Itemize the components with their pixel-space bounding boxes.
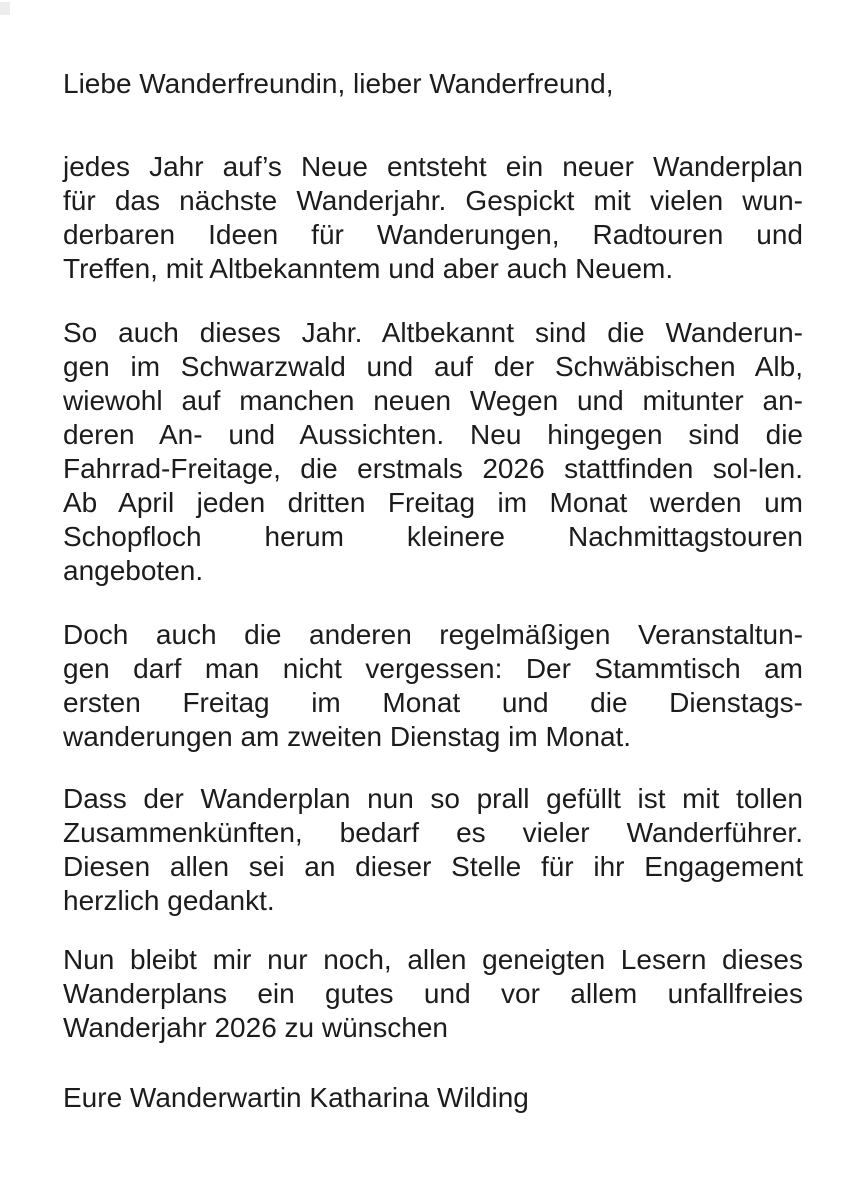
text-line: gen darf man nicht vergessen: Der Stammtisch am: [63, 653, 803, 684]
paragraph: [63, 1081, 803, 1115]
paragraph: [63, 782, 803, 918]
text-line: Dass der Wanderplan nun so prall gefüllt ist mit tollen: [63, 783, 803, 814]
text-line: herzlich gedankt.: [63, 885, 275, 916]
text-line: Eure Wanderwartin Katharina Wilding: [63, 1082, 529, 1113]
paragraph: [63, 316, 803, 588]
greeting-line: Liebe Wanderfreundin, lieber Wanderfreund,: [63, 68, 614, 99]
text-line: Diesen allen sei an dieser Stelle für ihr Engagement: [63, 851, 803, 882]
text-line: derbaren Ideen für Wanderungen, Radtouren und: [63, 219, 803, 250]
text-line: wiewohl auf manchen neuen Wegen und mitunter an-: [63, 385, 803, 416]
text-line: ersten Freitag im Monat und die Dienstags-: [63, 687, 803, 718]
paragraph: [63, 943, 803, 1045]
text-line: Nun bleibt mir nur noch, allen geneigten Lesern dieses: [63, 944, 803, 975]
text-line: Ab April jeden dritten Freitag im Monat werden um: [63, 487, 803, 518]
text-line: gen im Schwarzwald und auf der Schwäbischen Alb,: [63, 351, 803, 382]
text-line: für das nächste Wanderjahr. Gespickt mit vielen wun-: [63, 185, 803, 216]
text-line: Treffen, mit Altbekanntem und aber auch Neuem.: [63, 253, 674, 284]
letter-body: [63, 150, 803, 1115]
text-line: jedes Jahr auf’s Neue entsteht ein neuer Wanderplan: [63, 151, 803, 182]
text-line: angeboten.: [63, 555, 204, 586]
text-line: Zusammenkünften, bedarf es vieler Wanderführer.: [63, 817, 803, 848]
scan-artifact: [0, 2, 10, 15]
text-line: Doch auch die anderen regelmäßigen Veranstaltun-: [63, 619, 803, 650]
text-line: Schopfloch herum kleinere Nachmittagstouren: [63, 521, 803, 552]
text-line: Wanderplans ein gutes und vor allem unfallfreies: [63, 978, 803, 1009]
text-line: Wanderjahr 2026 zu wünschen: [63, 1012, 448, 1043]
paragraph: [63, 150, 803, 286]
text-line: deren An- und Aussichten. Neu hingegen sind die: [63, 419, 803, 450]
paragraph: [63, 618, 803, 754]
text-line: wanderungen am zweiten Dienstag im Monat.: [63, 721, 632, 752]
text-line: Fahrrad-Freitage, die erstmals 2026 stattfinden sol-len.: [63, 453, 803, 484]
text-line: So auch dieses Jahr. Altbekannt sind die Wanderun-: [63, 317, 803, 348]
